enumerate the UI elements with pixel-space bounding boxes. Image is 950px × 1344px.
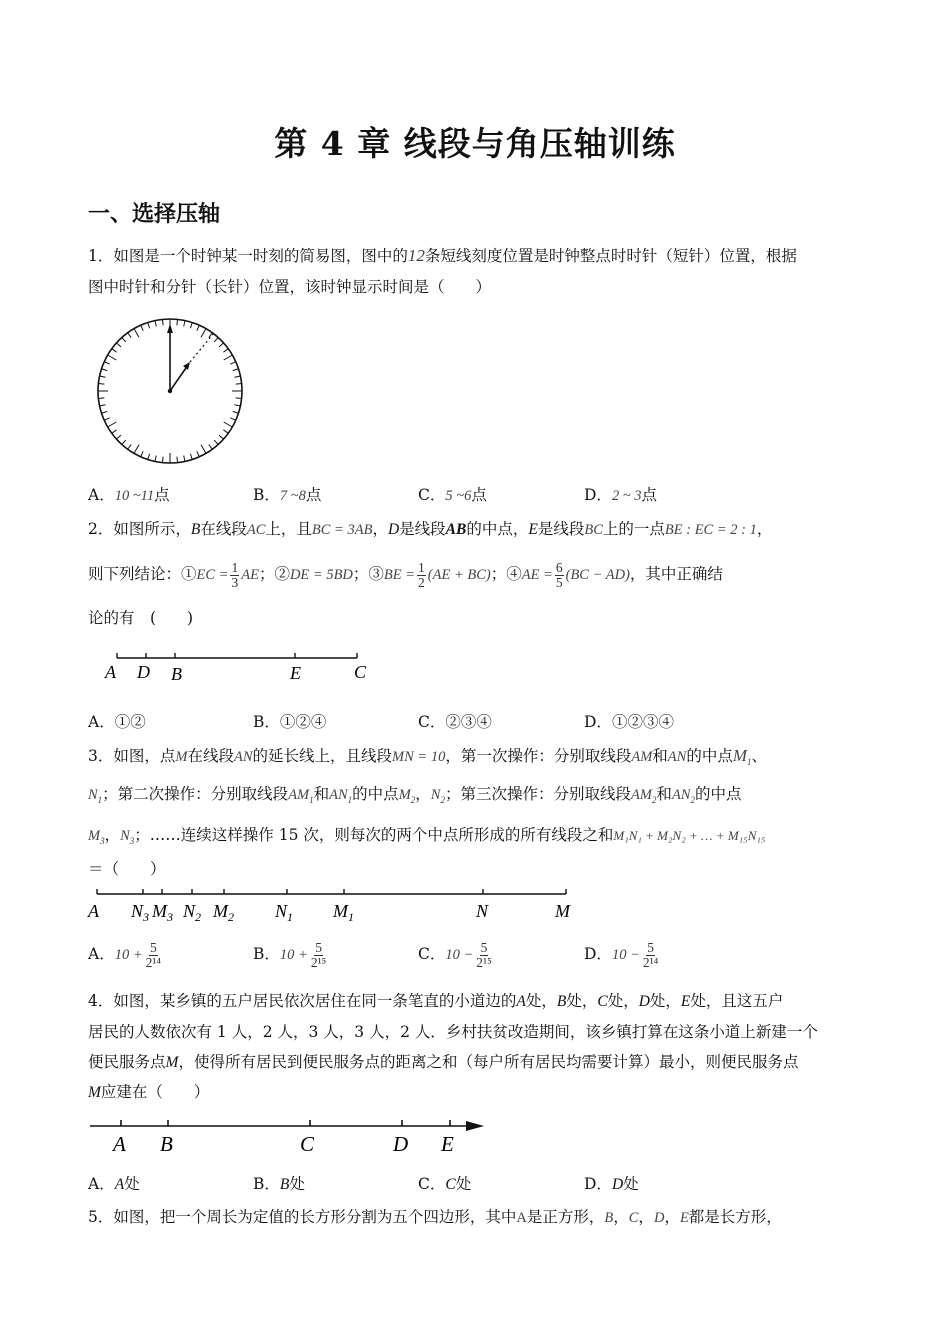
clock-tick [141, 451, 143, 456]
q3-line4: ＝（ ） [88, 860, 166, 878]
q1-line2: 图中时针和分针（长针）位置，该时钟显示时间是（ ） [88, 278, 492, 296]
clock-tick [233, 369, 239, 371]
clock-tick [235, 376, 241, 377]
clock-tick [236, 398, 242, 399]
clock-tick [223, 430, 228, 434]
svg-text:M2: $M_2$ [213, 901, 234, 924]
clock-tick [98, 398, 104, 399]
svg-text:N3: $N_3$ [131, 901, 150, 924]
clock-tick [148, 454, 150, 460]
clock-tick [184, 321, 185, 327]
q4-line1: 4．如图，某乡镇的五户居民依次居住在同一条笔直的小道边的A处，B处，C处，D处，E处，且这五户 [88, 992, 784, 1010]
hour-hand-extension [190, 333, 214, 362]
q1-twelve: 12 [407, 246, 425, 265]
clock-tick [112, 430, 117, 434]
label-C: C [300, 1132, 315, 1156]
hour-hand-arrow [183, 362, 190, 370]
q4-option-a[interactable]: A．A处 [88, 1175, 140, 1193]
q2-option-c[interactable]: C．②③④ [418, 713, 492, 731]
clock-tick [214, 337, 218, 341]
clock-tick [108, 422, 117, 427]
clock-tick [197, 451, 199, 456]
clock-tick [100, 405, 106, 406]
q1-option-d[interactable]: D．2 ~ 3点 [584, 486, 658, 504]
q4-option-b[interactable]: B．B处 [253, 1175, 305, 1193]
q3-line1: 3．如图，点M在线段AN的延长线上，且线段MN = 10，第一次操作：分别取线段AM和AN的中点$M_1$、 [88, 746, 768, 768]
clock-tick [201, 329, 206, 338]
clock-tick [128, 444, 132, 449]
clock-tick [155, 321, 156, 327]
clock-tick [233, 411, 239, 413]
clock-tick [177, 319, 178, 325]
q4-line4: M应建在（ ） [88, 1083, 210, 1101]
svg-text:A: A [88, 901, 99, 921]
label-E: E [290, 663, 301, 683]
clock-tick [102, 411, 108, 413]
label-A: A [105, 662, 116, 682]
clock-tick [128, 333, 132, 338]
clock-tick [190, 454, 192, 460]
q2-option-b[interactable]: B．①②④ [253, 713, 327, 731]
clock-tick [224, 355, 233, 360]
svg-text:M3: $M_3$ [152, 901, 173, 924]
clock-tick [104, 418, 109, 420]
clock-tick [116, 343, 120, 347]
label-C: C [354, 662, 367, 682]
clock-tick [230, 418, 235, 420]
q1-text-b: 条短线刻度位置是时钟整点时时针（短针）位置，根据 [424, 247, 797, 265]
clock-tick [190, 323, 192, 329]
q1-option-c[interactable]: C．5 ~6点 [418, 486, 487, 504]
clock-tick [162, 319, 163, 325]
q3-option-a[interactable]: A．10 + $\frac{5}{\text{2¹⁴}}$ [88, 939, 162, 970]
q4-option-c[interactable]: C．C处 [418, 1175, 472, 1193]
clock-tick [197, 325, 199, 330]
clock-tick [134, 329, 139, 338]
clock-tick [102, 369, 108, 371]
q2-line3: 论的有 ( ) [88, 609, 194, 627]
page-title: 第 4 章 线段与角压轴训练 [274, 124, 676, 163]
clock-tick [230, 362, 235, 364]
q3-segment-figure [85, 885, 585, 925]
clock-tick [112, 349, 117, 353]
svg-text:N2: $N_2$ [183, 901, 202, 924]
clock-tick [219, 343, 223, 347]
clock-tick [209, 333, 213, 338]
clock-tick [122, 440, 126, 444]
clock-tick [116, 435, 120, 439]
q1-text-a: 1．如图是一个时钟某一时刻的简易图，图中的 [88, 247, 408, 265]
svg-text:M1: $M_1$ [333, 901, 354, 924]
q3-option-d[interactable]: D．10 − $\frac{5}{\text{2¹⁴}}$ [584, 939, 659, 970]
q4-line2: 居民的人数依次有 1 人，2 人，3 人，3 人，2 人．乡村扶贫改造期间，该乡镇打算在这条小道上新建一个 [88, 1023, 818, 1041]
q2-option-a[interactable]: A．①② [88, 713, 146, 731]
clock-tick [184, 456, 185, 462]
svg-text:N: N [476, 901, 489, 921]
label-B: B [171, 664, 182, 684]
clock-tick [236, 383, 242, 384]
section-heading: 一、选择压轴 [88, 202, 221, 227]
clock-tick [224, 422, 233, 427]
clock-tick [100, 376, 106, 377]
label-B: B [160, 1132, 173, 1156]
q1-option-a[interactable]: A．10 ~11点 [88, 486, 170, 504]
label-D: D [137, 662, 150, 682]
label-D: D [393, 1132, 409, 1156]
label-A: A [113, 1132, 126, 1156]
clock-figure [95, 316, 245, 466]
hour-hand [170, 365, 188, 391]
clock-tick [122, 337, 126, 341]
q1-option-b[interactable]: B．7 ~8点 [253, 486, 322, 504]
clock-tick [219, 435, 223, 439]
clock-tick [209, 444, 213, 449]
clock-tick [201, 445, 206, 454]
q3-line3: $M_3$，$N_3$；……连续这样操作 15 次，则每次的两个中点所形成的所有线段之和M₁N₁ + M₂N₂ + … + M₁₅N₁₅ [88, 826, 766, 847]
q2-segment-figure [95, 648, 385, 688]
clock-tick [141, 325, 143, 330]
q1-line1 [88, 245, 797, 267]
clock-tick [223, 349, 228, 353]
clock-tick [177, 457, 178, 463]
q4-option-d[interactable]: D．D处 [584, 1175, 639, 1193]
svg-text:M: M [555, 901, 570, 921]
q2-line2: 则下列结论：①EC = $\frac{1}{3}$ AE；②DE = 5BD；③BE = $\frac{1}{2}$ (AE + BC)；④AE = $\frac{6}{5}$ (BC − AD)，其中正确结 [88, 559, 723, 590]
clock-tick [214, 440, 218, 444]
q4-road-figure [88, 1112, 488, 1156]
q3-option-b[interactable]: B．10 + $\frac{5}{\text{2¹⁵}}$ [253, 939, 327, 970]
q3-option-c[interactable]: C．10 − $\frac{5}{\text{2¹⁵}}$ [418, 939, 492, 970]
label-E: E [441, 1132, 454, 1156]
clock-tick [98, 383, 104, 384]
q4-line3: 便民服务点M，使得所有居民到便民服务点的距离之和（每户所有居民均需要计算）最小，则便民服务点 [88, 1053, 799, 1071]
arrow-head [466, 1121, 484, 1131]
q2-option-d[interactable]: D．①②③④ [584, 713, 674, 731]
q2-line1: 2．如图所示，B在线段AC上，且BC = 3AB，D是线段AB的中点，E是线段BC上的一点BE : EC = 2 : 1， [88, 520, 773, 538]
q3-line2: $N_1$；第二次操作：分别取线段$AM_1$和$AN_1$的中点$M_2$，$N_2$；第三次操作：分别取线段$AM_2$和$AN_2$的中点 [88, 785, 742, 806]
clock-tick [148, 323, 150, 329]
clock-tick [108, 355, 117, 360]
clock-tick [162, 457, 163, 463]
clock-tick [235, 405, 241, 406]
svg-text:N1: $N_1$ [275, 901, 294, 924]
minute-hand-arrow [167, 324, 173, 333]
q5-line1: 5．如图，把一个周长为定值的长方形分割为五个四边形，其中A是正方形，B，C，D，E都是长方形， [88, 1208, 782, 1226]
clock-center [168, 389, 172, 393]
clock-tick [104, 362, 109, 364]
clock-tick [134, 445, 139, 454]
clock-tick [155, 456, 156, 462]
